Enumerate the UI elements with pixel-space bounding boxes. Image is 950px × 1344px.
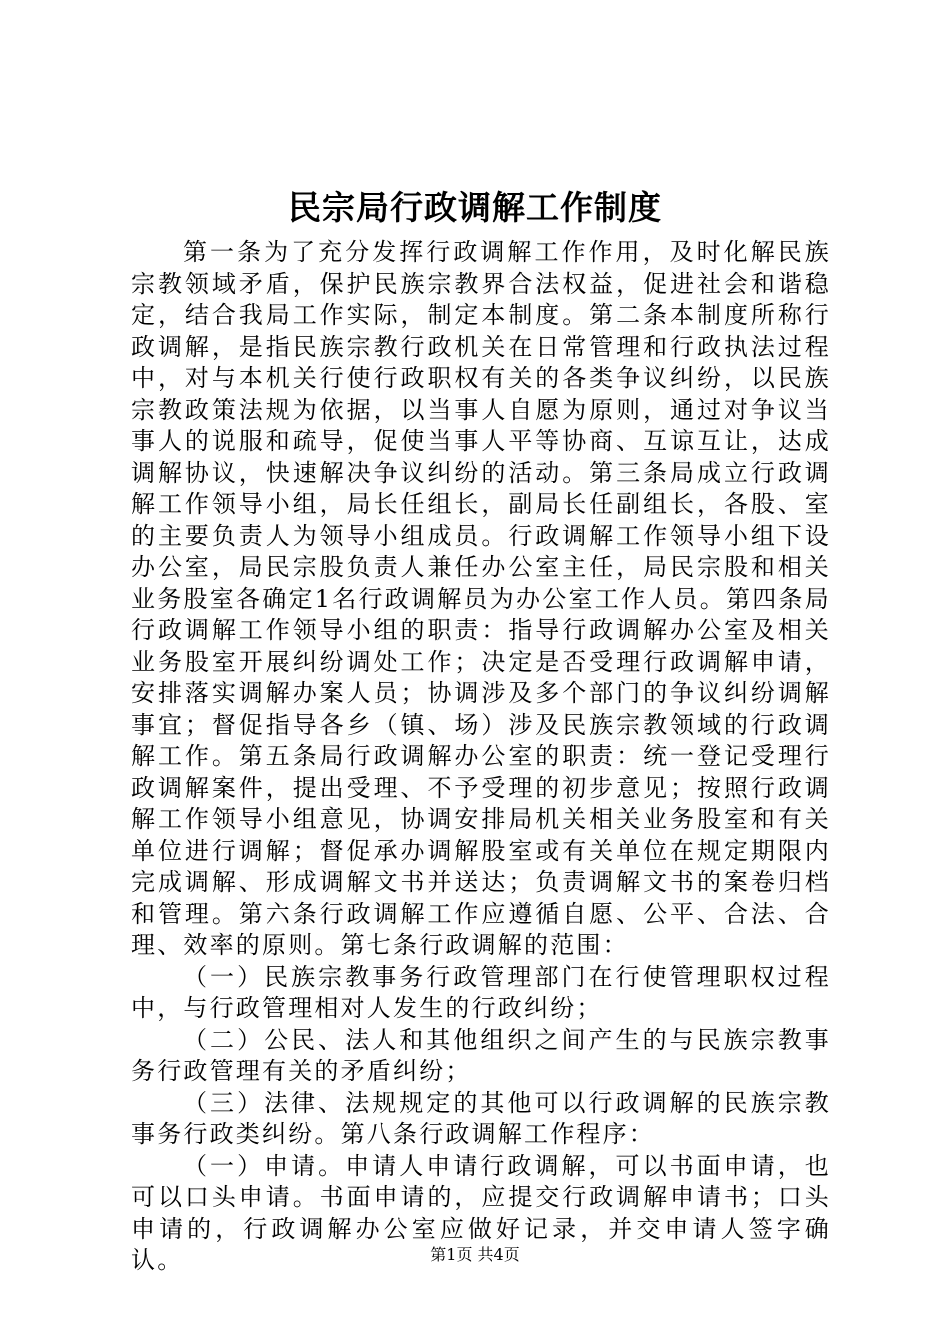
- document-body: [131, 237, 831, 1277]
- paragraph-scope-item-3: （三）法律、法规规定的其他可以行政调解的民族宗教事务行政类纠纷。第八条行政调解工作程序：: [131, 1088, 831, 1148]
- paragraph-procedure-application: （一）申请。申请人申请行政调解，可以书面申请，也可以口头申请。书面申请的，应提交行政调解申请书；口头申请的，行政调解办公室应做好记录，并交申请人签字确认。: [131, 1151, 831, 1274]
- paragraph-scope-item-2: （二）公民、法人和其他组织之间产生的与民族宗教事务行政管理有关的矛盾纠纷；: [131, 1025, 831, 1085]
- page-number-footer: 第1页 共4页: [430, 1245, 520, 1264]
- paragraph-articles-1-7: 第一条为了充分发挥行政调解工作作用，及时化解民族宗教领域矛盾，保护民族宗教界合法权益，促进社会和谐稳定，结合我局工作实际，制定本制度。第二条本制度所称行政调解，是指民族宗教行政机关在日常管理和行政执法过程中，对与本机关行使行政职权有关的各类争议纠纷，以民族宗教政策法规为依据，以当事人自愿为原则，通过对争议当事人的说服和疏导，促使当事人平等协商、互谅互让，达成调解协议，快速解决争议纠纷的活动。第三条局成立行政调解工作领导小组，局长任组长，副局长任副组长，各股、室的主要负责人为领导小组成员。行政调解工作领导小组下设办公室，局民宗股负责人兼任办公室主任，局民宗股和相关业务股室各确定1名行政调解员为办公室工作人员。第四条局行政调解工作领导小组的职责：指导行政调解办公室及相关业务股室开展纠纷调处工作；决定是否受理行政调解申请，安排落实调解办案人员；协调涉及多个部门的争议纠纷调解事宜；督促指导各乡（镇、场）涉及民族宗教领域的行政调解工作。第五条局行政调解办公室的职责：统一登记受理行政调解案件，提出受理、不予受理的初步意见；按照行政调解工作领导小组意见，协调安排局机关相关业务股室和有关单位进行调解；督促承办调解股室或有关单位在规定期限内完成调解、形成调解文书并送达；负责调解文书的案卷归档和管理。第六条行政调解工作应遵循自愿、公平、合法、合理、效率的原则。第七条行政调解的范围：: [131, 238, 831, 959]
- document-title: 民宗局行政调解工作制度: [288, 188, 662, 227]
- paragraph-scope-item-1: （一）民族宗教事务行政管理部门在行使管理职权过程中，与行政管理相对人发生的行政纠纷；: [131, 962, 831, 1022]
